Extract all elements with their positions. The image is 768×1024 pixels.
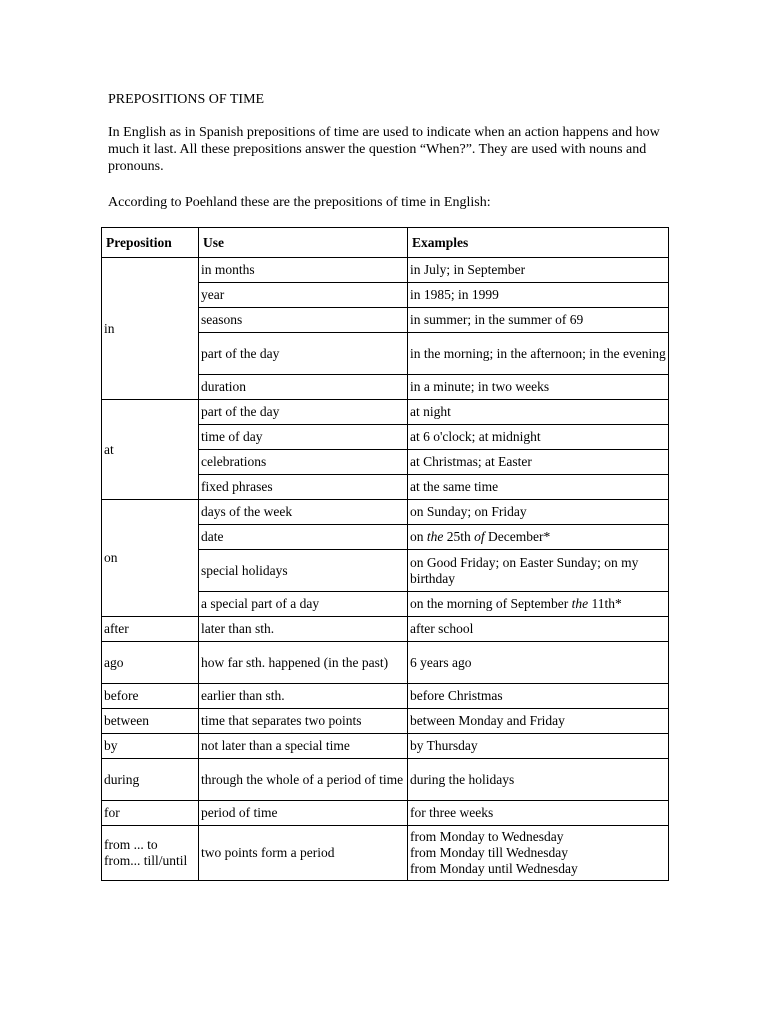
example-cell: in 1985; in 1999 (408, 283, 669, 308)
table-row (102, 826, 669, 881)
use-cell: seasons (199, 308, 408, 333)
use-cell: how far sth. happened (in the past) (199, 642, 408, 684)
preposition-cell: during (102, 759, 199, 801)
use-cell: a special part of a day (199, 592, 408, 617)
use-cell: special holidays (199, 550, 408, 592)
example-cell: at the same time (408, 475, 669, 500)
example-cell: on Sunday; on Friday (408, 500, 669, 525)
preposition-cell: by (102, 734, 199, 759)
table-row (102, 709, 669, 734)
prepositions-table (101, 227, 669, 881)
example-cell: at night (408, 400, 669, 425)
table-row (102, 684, 669, 709)
use-cell: fixed phrases (199, 475, 408, 500)
table-row (102, 642, 669, 684)
example-cell: on Good Friday; on Easter Sunday; on my birthday (408, 550, 669, 592)
table-row (102, 759, 669, 801)
use-cell: later than sth. (199, 617, 408, 642)
header-preposition: Preposition (102, 228, 199, 258)
example-cell: from Monday to Wednesday from Monday till Wednesday from Monday until Wednesday (408, 826, 669, 881)
intro-paragraph: In English as in Spanish prepositions of time are used to indicate when an action happens and how much it last. All these prepositions answer the question “When?”. They are used with nouns and pronouns. (108, 125, 660, 174)
use-cell: time of day (199, 425, 408, 450)
use-cell: earlier than sth. (199, 684, 408, 709)
use-cell: through the whole of a period of time (199, 759, 408, 801)
table-row (102, 400, 669, 425)
use-cell: part of the day (199, 400, 408, 425)
use-cell: duration (199, 375, 408, 400)
use-cell: period of time (199, 801, 408, 826)
header-use: Use (199, 228, 408, 258)
according-paragraph: According to Poehland these are the prepositions of time in English: (108, 195, 491, 210)
preposition-cell: at (102, 400, 199, 500)
use-cell: not later than a special time (199, 734, 408, 759)
use-cell: year (199, 283, 408, 308)
table-row (102, 500, 669, 525)
document-title: PREPOSITIONS OF TIME (108, 92, 265, 107)
use-cell: in months (199, 258, 408, 283)
preposition-cell: in (102, 258, 199, 400)
use-cell: celebrations (199, 450, 408, 475)
preposition-cell: from ... to from... till/until (102, 826, 199, 881)
table-row (102, 734, 669, 759)
example-cell: in a minute; in two weeks (408, 375, 669, 400)
preposition-cell: ago (102, 642, 199, 684)
example-cell: at 6 o'clock; at midnight (408, 425, 669, 450)
preposition-cell: for (102, 801, 199, 826)
example-cell: at Christmas; at Easter (408, 450, 669, 475)
example-cell: by Thursday (408, 734, 669, 759)
example-cell: on the 25th of December* (408, 525, 669, 550)
example-cell: between Monday and Friday (408, 709, 669, 734)
example-cell: in summer; in the summer of 69 (408, 308, 669, 333)
use-cell: part of the day (199, 333, 408, 375)
example-cell: for three weeks (408, 801, 669, 826)
preposition-cell: after (102, 617, 199, 642)
example-cell: in the morning; in the afternoon; in the evening (408, 333, 669, 375)
example-cell: during the holidays (408, 759, 669, 801)
table-row (102, 617, 669, 642)
use-cell: date (199, 525, 408, 550)
header-examples: Examples (408, 228, 669, 258)
preposition-cell: on (102, 500, 199, 617)
example-cell: on the morning of September the 11th* (408, 592, 669, 617)
example-cell: after school (408, 617, 669, 642)
example-cell: in July; in September (408, 258, 669, 283)
use-cell: two points form a period (199, 826, 408, 881)
table-row (102, 258, 669, 283)
use-cell: days of the week (199, 500, 408, 525)
example-cell: before Christmas (408, 684, 669, 709)
preposition-cell: before (102, 684, 199, 709)
use-cell: time that separates two points (199, 709, 408, 734)
table-header-row (102, 228, 669, 258)
preposition-cell: between (102, 709, 199, 734)
table-row (102, 801, 669, 826)
example-cell: 6 years ago (408, 642, 669, 684)
